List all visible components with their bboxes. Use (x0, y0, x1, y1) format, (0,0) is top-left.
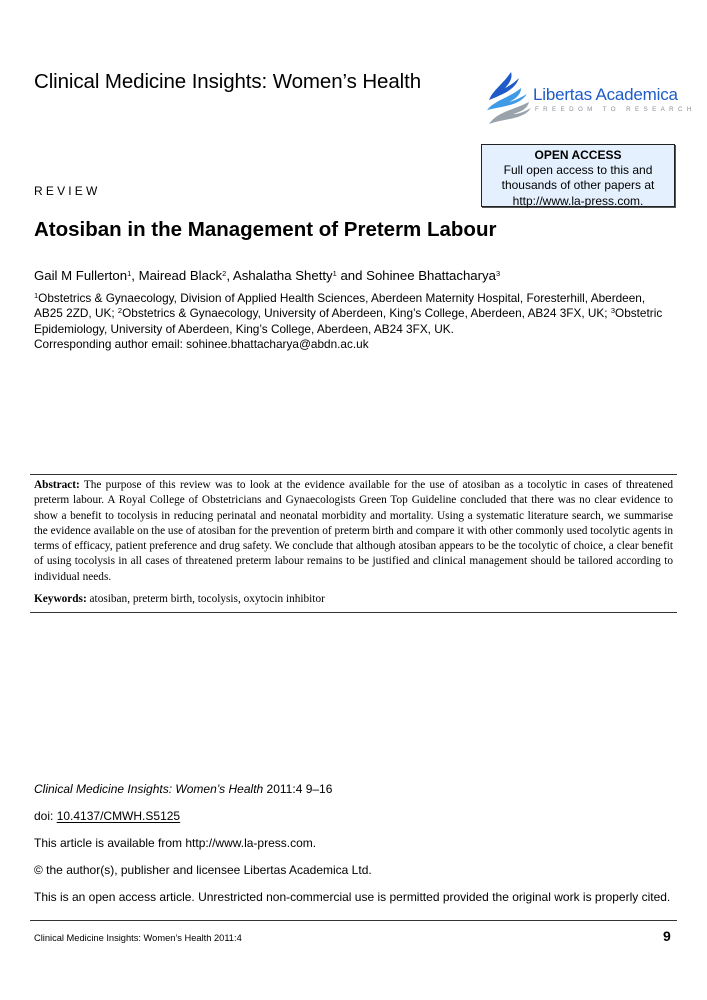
affiliation-line: Epidemiology, University of Aberdeen, King’s College, Aberdeen, AB24 3FX, UK. (34, 321, 454, 336)
section-label: REVIEW (34, 184, 101, 198)
open-access-line-1: Full open access to this and (503, 163, 653, 178)
citation-volume-pages: 2011:4 9–16 (263, 782, 333, 796)
affiliation-marker: 1 (127, 269, 132, 278)
abstract-bottom-rule (30, 612, 677, 613)
keywords-label: Keywords: (34, 593, 87, 605)
affiliation-text: Obstetrics & Gynaecology, University of Aberdeen, King’s College, Aberdeen, AB24 3FX, UK; (122, 306, 611, 321)
copyright-text: © the author(s), publisher and licensee Libertas Academica Ltd. (34, 863, 372, 877)
affiliation-marker: 3 (610, 306, 616, 316)
doi-link[interactable]: 10.4137/CMWH.S5125 (56, 809, 181, 823)
separator: , (131, 268, 139, 283)
affiliation-text: Obstetrics & Gynaecology, Division of Applied Health Sciences, Aberdeen Maternity Hospital, Foresterhill, Aberdeen, (38, 291, 646, 305)
publisher-tagline: FREEDOM TO RESEARCH (535, 106, 696, 113)
affiliation-text: AB25 2ZD, UK; (34, 306, 118, 321)
author-name: Ashalatha Shetty (232, 268, 333, 283)
separator: and (336, 268, 367, 283)
citation-line (34, 782, 332, 796)
publisher-logo[interactable] (483, 68, 696, 128)
author-name: Mairead Black (138, 268, 223, 283)
affiliation-line (34, 291, 679, 306)
license-text: This is an open access article. Unrestricted non-commercial use is permitted provided the original work is properly cited. (34, 890, 671, 904)
affiliation-line (34, 306, 679, 321)
affiliation-text: Obstetric (615, 306, 663, 321)
footer-rule (30, 920, 677, 921)
affiliation-marker: 3 (495, 269, 501, 278)
author-name: Sohinee Bhattacharya (366, 268, 496, 283)
availability-text: This article is available from http://www.la-press.com. (34, 836, 317, 850)
affiliation-marker: 1 (332, 269, 337, 278)
corresponding-author[interactable]: Corresponding author email: sohinee.bhattacharya@abdn.ac.uk (34, 336, 369, 351)
journal-title: Clinical Medicine Insights: Women’s Health (34, 70, 421, 93)
publisher-name: Libertas Academica (533, 85, 678, 104)
open-access-line-2: thousands of other papers at (501, 178, 655, 193)
doi-label: doi: (34, 809, 57, 823)
keywords-text: atosiban, preterm birth, tocolysis, oxytocin inhibitor (86, 593, 325, 605)
open-access-box (481, 144, 675, 207)
abstract (34, 478, 673, 585)
author-name: Gail M Fullerton (34, 268, 128, 283)
open-access-link[interactable]: http://www.la-press.com. (512, 193, 644, 208)
affiliation-marker: 2 (117, 306, 123, 316)
affiliation-marker: 1 (34, 291, 39, 300)
page-number: 9 (663, 928, 671, 944)
separator: , (226, 268, 233, 283)
keywords (34, 593, 325, 605)
citation-journal: Clinical Medicine Insights: Women’s Health (34, 782, 264, 796)
author-list (34, 268, 500, 283)
abstract-top-rule (30, 474, 677, 475)
footer-journal: Clinical Medicine Insights: Women’s Health 2011:4 (34, 933, 242, 943)
abstract-text: The purpose of this review was to look at the evidence available for the use of atosiban as a tocolytic in cases of threatened preterm labour. A Royal College of Obstetricians and Gynaecologists Green Top Guideline concluded that there was no clear evidence to show a benefit to tocolysis in reducing perinatal and neonatal morbidity and mortality. Using a systematic literature search, we summarise the evidence available on the use of atosiban for the prevention of preterm birth and compare it with other commonly used tocolytic agents in terms of efficacy, patient preference and drug safety. We conclude that although atosiban appears to be the tocolytic of choice, a clear benefit of using tocolysis in all cases of threatened preterm labour remains to be justified and clinical management should be tailored according to individual needs. (34, 479, 674, 583)
article-title: Atosiban in the Management of Preterm Labour (34, 218, 497, 241)
flame-wings-icon (483, 68, 533, 128)
abstract-label: Abstract: (34, 479, 80, 491)
affiliation-marker: 2 (222, 269, 227, 278)
affiliations (34, 291, 679, 352)
open-access-title: OPEN ACCESS (534, 148, 622, 162)
doi-line (34, 809, 180, 823)
